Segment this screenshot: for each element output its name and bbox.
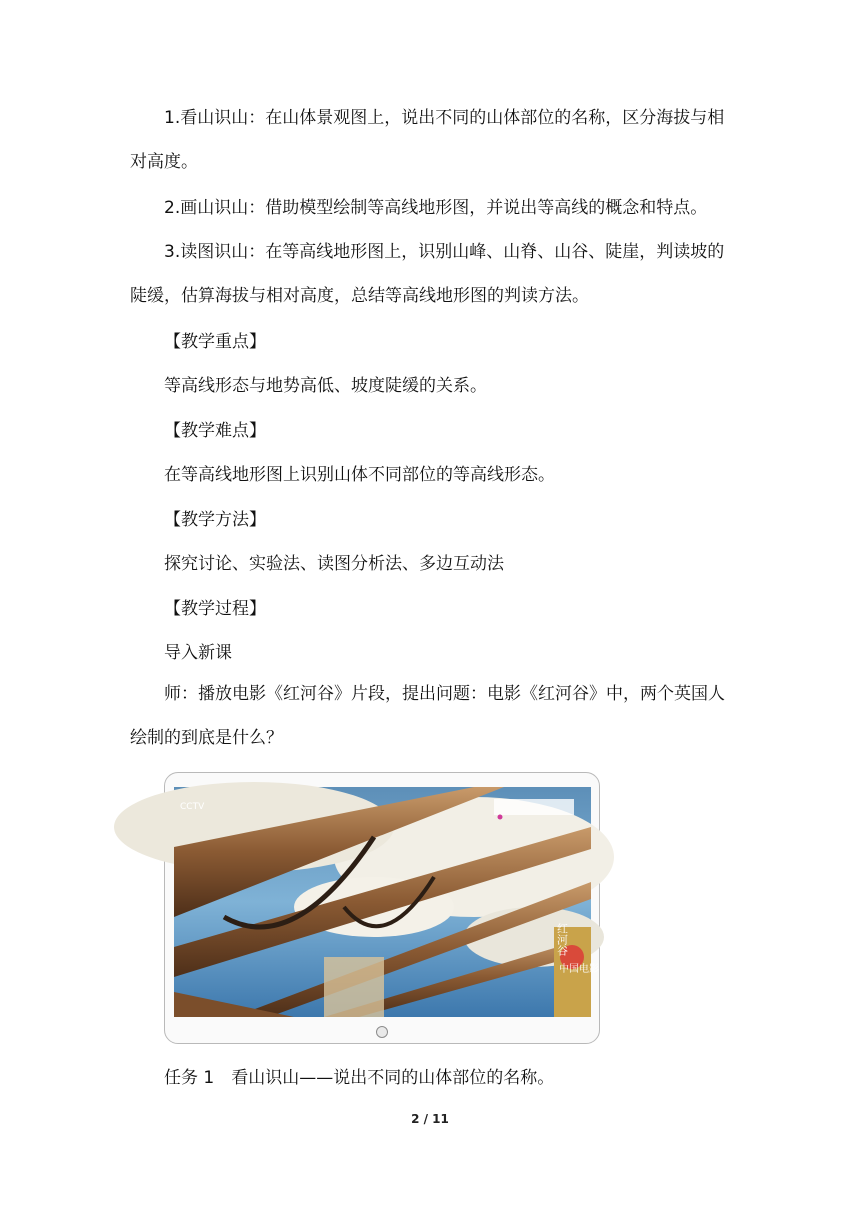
- tablet-frame: [164, 772, 600, 1044]
- video-still-image: [174, 787, 599, 1017]
- objective-1: 1.看山识山：在山体景观图上，说出不同的山体部位的名称，区分海拔与相对高度。: [130, 108, 725, 172]
- key-points-text: 等高线形态与地势高低、坡度陡缓的关系。: [164, 376, 487, 396]
- page-number: 2 / 11: [411, 1112, 449, 1126]
- teacher-question: 师：播放电影《红河谷》片段，提出问题：电影《红河谷》中，两个英国人绘制的到底是什么？: [130, 684, 725, 748]
- heading-methods: 【教学方法】: [164, 510, 266, 530]
- bottom-logo: 中国电影: [559, 964, 599, 975]
- home-button: [376, 1026, 388, 1038]
- video-still: [174, 787, 599, 1017]
- task-1: 任务 1 看山识山——说出不同的山体部位的名称。: [164, 1068, 555, 1088]
- methods-text: 探究讨论、实验法、读图分析法、多边互动法: [164, 554, 504, 574]
- intro-label: 导入新课: [164, 643, 232, 663]
- heading-key-points: 【教学重点】: [164, 332, 266, 352]
- objective-3: 3.读图识山：在等高线地形图上，识别山峰、山脊、山谷、陡崖，判读坡的陡缓，估算海拔与相对高度，总结等高线地形图的判读方法。: [130, 242, 725, 306]
- video-caption: 红河谷: [555, 923, 569, 956]
- heading-difficulties: 【教学难点】: [164, 421, 266, 441]
- objective-2: 2.画山识山：借助模型绘制等高线地形图，并说出等高线的概念和特点。: [164, 198, 708, 218]
- difficulties-text: 在等高线地形图上识别山体不同部位的等高线形态。: [164, 465, 555, 485]
- heading-process: 【教学过程】: [164, 599, 266, 619]
- channel-logo: CCTV: [180, 802, 205, 812]
